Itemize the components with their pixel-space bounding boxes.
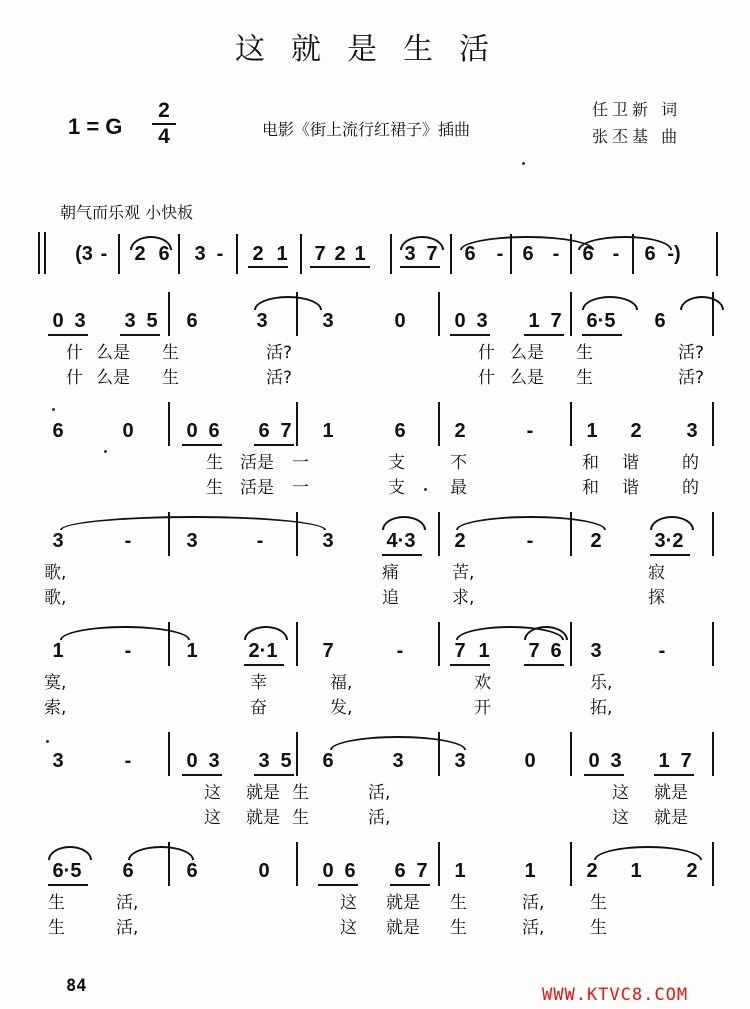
watermark: WWW.KTVC8.COM xyxy=(542,985,689,1005)
note: 1 xyxy=(478,640,490,662)
lyric-verse1: 支 xyxy=(388,453,405,473)
beam xyxy=(400,266,440,268)
note: 7 xyxy=(280,420,292,442)
note: 3 xyxy=(208,750,220,772)
barline xyxy=(296,512,298,556)
note: 3 xyxy=(590,640,602,662)
note: 0 xyxy=(52,310,64,332)
lyric-verse1: 么是 xyxy=(510,343,544,363)
song-title: 这就是生活 xyxy=(235,32,515,67)
intro-note: 1 xyxy=(276,243,288,265)
lyric-verse2: 就是 xyxy=(654,808,688,828)
lyric-verse2: 和 xyxy=(582,478,599,498)
print-speck xyxy=(52,408,55,411)
slur xyxy=(244,626,288,640)
intro-note: 2 xyxy=(334,243,346,265)
note: 7 xyxy=(550,310,562,332)
intro-note: 1 xyxy=(354,243,366,265)
lyric-verse2: 活? xyxy=(678,368,705,388)
lyric-verse1: 一 xyxy=(292,453,309,473)
lyric-verse2: 最 xyxy=(450,478,467,498)
print-speck xyxy=(104,450,107,453)
barline xyxy=(716,232,718,276)
slur xyxy=(594,846,702,860)
slur xyxy=(578,236,672,250)
note: 0 xyxy=(394,310,406,332)
slur xyxy=(60,626,190,640)
print-speck xyxy=(46,740,49,743)
lyric-verse1: 寂 xyxy=(648,563,665,583)
lyric-verse1: 就是 xyxy=(386,893,420,913)
lyric-verse2: 就是 xyxy=(386,918,420,938)
lyric-verse1: 谐 xyxy=(622,453,639,473)
note: 6 xyxy=(322,750,334,772)
lyric-verse2: 什 xyxy=(66,368,83,388)
barline xyxy=(390,234,392,274)
note: 3 xyxy=(74,310,86,332)
lyric-verse1: 不 xyxy=(450,453,467,473)
note: - xyxy=(526,530,534,552)
note: 4·3 xyxy=(386,530,416,552)
lyric-verse2: 什 xyxy=(478,368,495,388)
slur xyxy=(254,296,322,310)
lyric-verse2: 一 xyxy=(292,478,309,498)
lyric-verse2: 的 xyxy=(682,478,699,498)
note: 0 xyxy=(454,310,466,332)
lyric-verse2: 活? xyxy=(266,368,293,388)
intro-note: -) xyxy=(667,243,681,265)
intro-note: 3 xyxy=(194,243,206,265)
beam xyxy=(524,334,564,336)
note: 6 xyxy=(186,860,198,882)
note: 2 xyxy=(454,420,466,442)
intro-note: 6 xyxy=(582,243,594,265)
lyric-verse2: 么是 xyxy=(510,368,544,388)
note: - xyxy=(658,640,666,662)
lyric-verse2: 发, xyxy=(330,698,353,718)
note: 6 xyxy=(186,310,198,332)
lyric-verse1: 什 xyxy=(66,343,83,363)
beam xyxy=(524,664,564,666)
beam xyxy=(654,774,694,776)
lyric-verse1: 的 xyxy=(682,453,699,473)
note: 1 xyxy=(528,310,540,332)
lyric-verse1: 就是 xyxy=(246,783,280,803)
note: 6 xyxy=(122,860,134,882)
lyric-verse2: 拓, xyxy=(590,698,613,718)
note: 1 xyxy=(186,640,198,662)
beam xyxy=(254,444,294,446)
print-speck xyxy=(424,488,427,491)
slur xyxy=(330,736,466,750)
lyric-verse2: 活, xyxy=(116,918,139,938)
barline xyxy=(712,622,714,666)
beam xyxy=(182,774,222,776)
note: 6 xyxy=(344,860,356,882)
note: 3 xyxy=(52,530,64,552)
note: 3 xyxy=(454,750,466,772)
slur xyxy=(582,296,638,310)
note: 6 xyxy=(394,860,406,882)
beam xyxy=(244,664,284,666)
barline xyxy=(712,512,714,556)
barline xyxy=(570,402,572,446)
intro-note: 7 xyxy=(314,243,326,265)
barline xyxy=(168,732,170,776)
slur xyxy=(460,236,594,250)
note: 3 xyxy=(476,310,488,332)
slur xyxy=(382,516,426,530)
note: 6 xyxy=(654,310,666,332)
lyric-verse1: 生 xyxy=(292,783,309,803)
note: 2 xyxy=(590,530,602,552)
note: 0 xyxy=(524,750,536,772)
note: 0 xyxy=(588,750,600,772)
lyric-verse1: 痛 xyxy=(382,563,399,583)
note: 6·5 xyxy=(586,310,616,332)
note: 3 xyxy=(186,530,198,552)
lyric-verse2: 就是 xyxy=(246,808,280,828)
lyric-verse2: 活是 xyxy=(240,478,274,498)
lyric-verse2: 歌, xyxy=(44,588,67,608)
intro-note: - xyxy=(496,243,504,265)
beam xyxy=(318,884,358,886)
slur xyxy=(130,236,172,250)
beam xyxy=(450,664,490,666)
intro-note: 6 xyxy=(644,243,656,265)
lyric-verse2: 索, xyxy=(44,698,67,718)
lyric-verse2: 奋 xyxy=(250,698,267,718)
lyric-verse1: 活, xyxy=(368,783,391,803)
lyric-verse1: 歌, xyxy=(44,563,67,583)
note: 2 xyxy=(586,860,598,882)
lyric-verse2: 生 xyxy=(48,918,65,938)
note: 0 xyxy=(186,420,198,442)
beam xyxy=(382,554,422,556)
tempo-marking: 朝气而乐观 小快板 xyxy=(60,203,194,222)
lyric-verse2: 么是 xyxy=(96,368,130,388)
intro-note: - xyxy=(552,243,560,265)
barline xyxy=(236,234,238,274)
note: 0 xyxy=(258,860,270,882)
lyric-verse1: 活, xyxy=(522,893,545,913)
note: 3 xyxy=(322,310,334,332)
intro-note: 7 xyxy=(426,243,438,265)
note: 3 xyxy=(392,750,404,772)
note: 1 xyxy=(586,420,598,442)
beam xyxy=(650,554,690,556)
note: 7 xyxy=(454,640,466,662)
intro-note: 6 xyxy=(464,243,476,265)
note: 5 xyxy=(280,750,292,772)
note: - xyxy=(124,530,132,552)
lyric-verse2: 生 xyxy=(576,368,593,388)
barline xyxy=(438,402,440,446)
lyric-verse2: 追 xyxy=(382,588,399,608)
note: 0 xyxy=(186,750,198,772)
lyric-verse1: 生 xyxy=(162,343,179,363)
lyricist-credit: 任卫新 词 xyxy=(592,100,682,119)
barline xyxy=(712,732,714,776)
subtitle: 电影《街上流行红裙子》插曲 xyxy=(262,120,471,139)
note: - xyxy=(124,640,132,662)
lyric-verse1: 活? xyxy=(678,343,705,363)
note: 3 xyxy=(124,310,136,332)
note: 3 xyxy=(610,750,622,772)
intro-note: - xyxy=(612,243,620,265)
lyric-verse2: 探 xyxy=(648,588,665,608)
note: 6 xyxy=(208,420,220,442)
lyric-verse1: 生 xyxy=(590,893,607,913)
intro-note: 2 xyxy=(134,243,146,265)
slur xyxy=(60,516,326,530)
barline xyxy=(178,234,180,274)
lyric-verse2: 活, xyxy=(368,808,391,828)
barline xyxy=(570,732,572,776)
barline xyxy=(168,292,170,336)
barline xyxy=(168,402,170,446)
lyric-verse2: 这 xyxy=(612,808,629,828)
print-speck xyxy=(522,162,525,165)
time-signature xyxy=(152,100,176,148)
lyric-verse1: 什 xyxy=(478,343,495,363)
lyric-verse1: 乐, xyxy=(590,673,613,693)
barline xyxy=(118,234,120,274)
barline xyxy=(300,234,302,274)
lyric-verse2: 生 xyxy=(162,368,179,388)
slur xyxy=(650,516,694,530)
note: 1 xyxy=(322,420,334,442)
beam xyxy=(182,444,222,446)
intro-note: - xyxy=(216,243,224,265)
beam xyxy=(248,266,288,268)
lyric-verse2: 求, xyxy=(452,588,475,608)
note: 3 xyxy=(322,530,334,552)
note: 5 xyxy=(146,310,158,332)
note: 1 xyxy=(658,750,670,772)
lyric-verse2: 支 xyxy=(388,478,405,498)
key-signature: 1 = G xyxy=(68,114,123,139)
note: 6 xyxy=(394,420,406,442)
barline xyxy=(570,842,572,886)
slur xyxy=(400,236,444,250)
beam xyxy=(584,774,624,776)
barline xyxy=(438,512,440,556)
lyric-verse1: 活, xyxy=(116,893,139,913)
barline xyxy=(296,622,298,666)
lyric-verse1: 活? xyxy=(266,343,293,363)
note: 1 xyxy=(52,640,64,662)
note: 7 xyxy=(322,640,334,662)
intro-note: 2 xyxy=(252,243,264,265)
lyric-verse2: 生 xyxy=(590,918,607,938)
note: 3 xyxy=(52,750,64,772)
note: - xyxy=(256,530,264,552)
note: 3 xyxy=(256,310,268,332)
lyric-verse1: 幸 xyxy=(250,673,267,693)
barline xyxy=(712,842,714,886)
lyric-verse1: 福, xyxy=(330,673,353,693)
lyric-verse1: 苦, xyxy=(452,563,475,583)
barline xyxy=(44,232,46,274)
beam xyxy=(390,884,430,886)
note: 7 xyxy=(416,860,428,882)
lyric-verse2: 生 xyxy=(206,478,223,498)
barline xyxy=(296,842,298,886)
beam xyxy=(582,334,622,336)
barline xyxy=(570,622,572,666)
note: 2 xyxy=(686,860,698,882)
note: 1 xyxy=(524,860,536,882)
note: 6 xyxy=(258,420,270,442)
note: 1 xyxy=(630,860,642,882)
page-number: 84 xyxy=(66,976,87,996)
barline xyxy=(438,292,440,336)
barline xyxy=(438,622,440,666)
composer-credit: 张丕基 曲 xyxy=(592,127,682,146)
barline xyxy=(296,732,298,776)
lyric-verse1: 欢 xyxy=(474,673,491,693)
intro-note: 6 xyxy=(158,243,170,265)
note: 3 xyxy=(258,750,270,772)
beam xyxy=(310,266,370,268)
note: 2 xyxy=(630,420,642,442)
note: 1 xyxy=(454,860,466,882)
lyric-verse2: 这 xyxy=(340,918,357,938)
note: 2·1 xyxy=(248,640,278,662)
beam xyxy=(254,774,294,776)
note: 6 xyxy=(550,640,562,662)
lyric-verse1: 活是 xyxy=(240,453,274,473)
note: 7 xyxy=(528,640,540,662)
note: 3 xyxy=(686,420,698,442)
lyric-verse2: 生 xyxy=(450,918,467,938)
lyric-verse2: 生 xyxy=(292,808,309,828)
slur xyxy=(48,846,92,860)
time-signature-bottom: 4 xyxy=(158,125,170,148)
note: 6 xyxy=(52,420,64,442)
note: 3·2 xyxy=(654,530,684,552)
lyric-verse1: 生 xyxy=(450,893,467,913)
barline xyxy=(450,234,452,274)
note: 2 xyxy=(454,530,466,552)
lyric-verse1: 这 xyxy=(340,893,357,913)
intro-note: 6 xyxy=(522,243,534,265)
lyric-verse1: 这 xyxy=(204,783,221,803)
lyric-verse1: 生 xyxy=(48,893,65,913)
note: 7 xyxy=(680,750,692,772)
slur xyxy=(128,846,194,860)
slur xyxy=(456,516,606,530)
note: - xyxy=(396,640,404,662)
beam xyxy=(48,334,88,336)
lyric-verse2: 谐 xyxy=(622,478,639,498)
lyric-verse1: 和 xyxy=(582,453,599,473)
intro-note: (3 xyxy=(75,243,93,265)
lyric-verse1: 寞, xyxy=(44,673,67,693)
lyric-verse1: 么是 xyxy=(96,343,130,363)
barline xyxy=(712,402,714,446)
lyric-verse1: 生 xyxy=(206,453,223,473)
lyric-verse1: 生 xyxy=(576,343,593,363)
note: - xyxy=(124,750,132,772)
beam xyxy=(48,884,88,886)
beam xyxy=(120,334,160,336)
barline xyxy=(296,402,298,446)
barline xyxy=(438,842,440,886)
note: 0 xyxy=(122,420,134,442)
beam xyxy=(450,334,490,336)
note: 0 xyxy=(322,860,334,882)
lyric-verse1: 就是 xyxy=(654,783,688,803)
barline xyxy=(38,232,40,274)
lyric-verse2: 这 xyxy=(204,808,221,828)
intro-note: - xyxy=(100,243,108,265)
lyric-verse2: 活, xyxy=(522,918,545,938)
note: 6·5 xyxy=(52,860,82,882)
time-signature-top: 2 xyxy=(158,99,170,122)
note: - xyxy=(526,420,534,442)
intro-note: 3 xyxy=(404,243,416,265)
lyric-verse2: 开 xyxy=(474,698,491,718)
lyric-verse1: 这 xyxy=(612,783,629,803)
barline xyxy=(570,292,572,336)
slur xyxy=(680,296,724,310)
